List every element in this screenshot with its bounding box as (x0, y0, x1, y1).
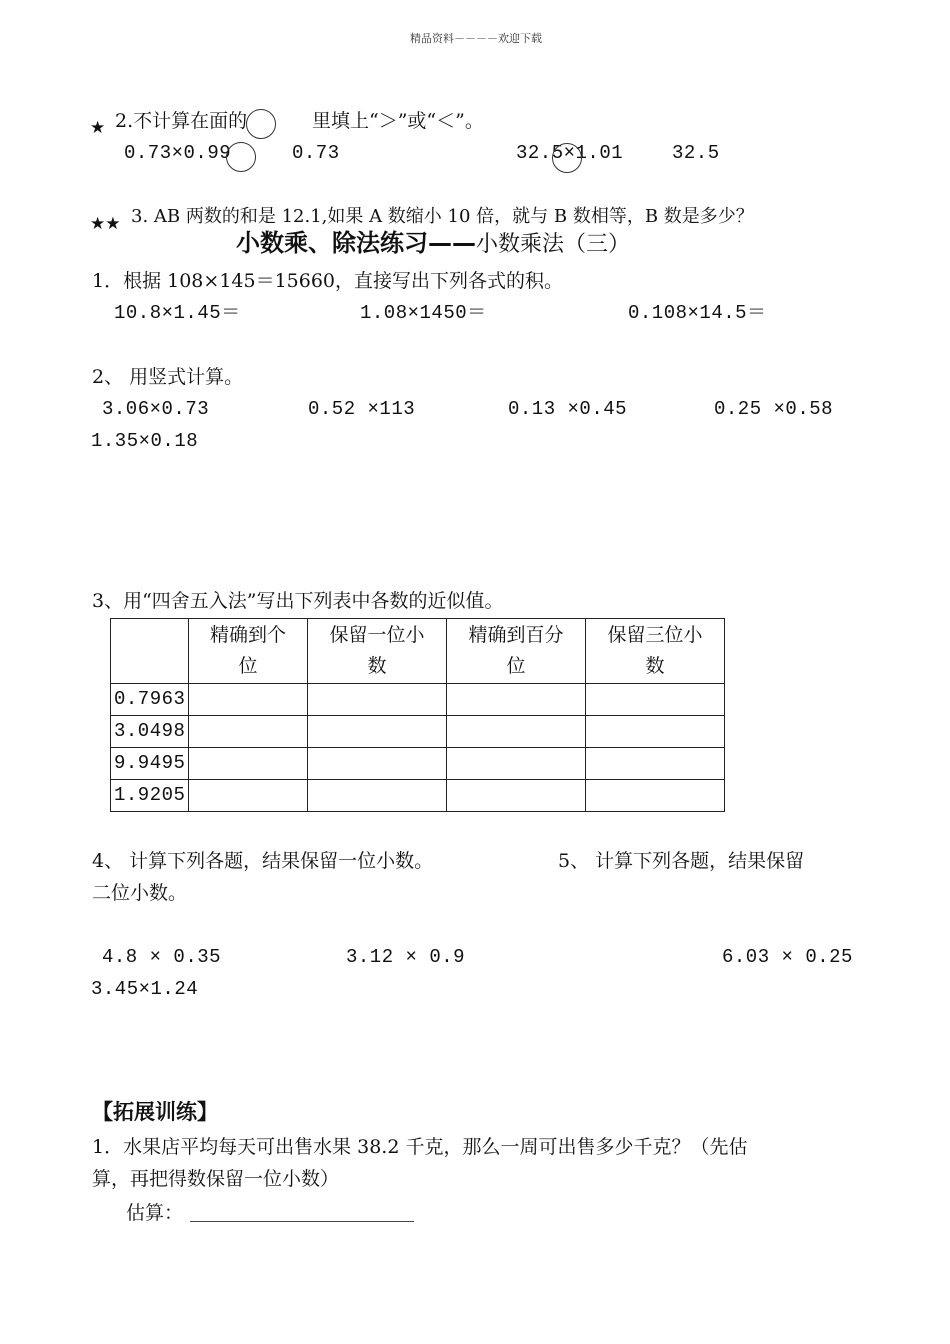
answer-cell[interactable] (189, 684, 308, 716)
p5-text: 5、 计算下列各题，结果保留 (558, 850, 805, 872)
q2-right-expr: 32.5×1.01 (516, 142, 624, 164)
table-row (111, 716, 725, 748)
answer-cell[interactable] (189, 780, 308, 812)
table-row (111, 780, 725, 812)
p2-item-1: 3.06×0.73 (102, 398, 210, 420)
p1-item-3: 0.108×14.5＝ (628, 302, 767, 324)
p2-item-2: 0.52 ×113 (308, 398, 416, 420)
answer-cell[interactable] (308, 684, 447, 716)
title-bold: 小数乘、除法练习—— (236, 229, 476, 257)
answer-cell[interactable] (447, 684, 586, 716)
double-star-icon: ★★ (90, 214, 121, 234)
table-row (111, 748, 725, 780)
approximation-table (110, 618, 725, 812)
p2-item-3: 0.13 ×0.45 (508, 398, 628, 420)
page-header: 精品资料－－－－欢迎下载 (410, 32, 542, 45)
ext-line-1: 1．水果店平均每天可出售水果 38.2 千克，那么一周可出售多少千克？（先估 (92, 1136, 748, 1158)
table-header-cell: 保留三位小 数 (586, 619, 725, 684)
q2-right-value: 32.5 (672, 142, 720, 164)
answer-cell[interactable] (189, 748, 308, 780)
q2-text-before: 2.不计算在面的 (115, 110, 248, 132)
answer-cell[interactable] (308, 748, 447, 780)
p1-item-1: 10.8×1.45＝ (114, 302, 241, 324)
p3-text: 3、用“四舍五入法”写出下列表中各数的近似值。 (92, 590, 504, 612)
estimate-label: 估算： (126, 1202, 184, 1224)
answer-cell[interactable] (308, 780, 447, 812)
table-row-label: 3.0498 (111, 716, 189, 748)
p45-item-4: 3.45×1.24 (91, 978, 199, 1000)
answer-cell[interactable] (189, 716, 308, 748)
estimate-answer-line[interactable] (190, 1197, 414, 1222)
table-corner-cell (111, 619, 189, 684)
p4-text: 4、 计算下列各题，结果保留一位小数。 (92, 850, 434, 872)
ext-line-2: 算，再把得数保留一位小数） (92, 1168, 340, 1190)
table-row-label: 9.9495 (111, 748, 189, 780)
compare-circle-1[interactable] (246, 109, 276, 139)
p1-text: 1．根据 108×145＝15660，直接写出下列各式的积。 (92, 270, 564, 292)
answer-cell[interactable] (308, 716, 447, 748)
compare-circle-2[interactable] (226, 142, 256, 172)
p2-text: 2、 用竖式计算。 (92, 366, 244, 388)
table-header-cell: 精确到个 位 (189, 619, 308, 684)
p1-item-2: 1.08×1450＝ (360, 302, 487, 324)
q2-left-expr: 0.73×0.99 (124, 142, 232, 164)
answer-cell[interactable] (447, 748, 586, 780)
extension-heading: 【拓展训练】 (92, 1100, 218, 1124)
p5-text-cont: 二位小数。 (92, 882, 188, 904)
answer-cell[interactable] (447, 716, 586, 748)
q2-left-value: 0.73 (292, 142, 340, 164)
answer-cell[interactable] (586, 716, 725, 748)
star-icon: ★ (90, 118, 106, 138)
answer-cell[interactable] (447, 780, 586, 812)
p2-item-5: 1.35×0.18 (91, 430, 199, 452)
p45-item-2: 3.12 × 0.9 (346, 946, 466, 968)
compare-circle-3[interactable] (552, 143, 582, 173)
table-header-cell: 精确到百分 位 (447, 619, 586, 684)
table-header-cell: 保留一位小 数 (308, 619, 447, 684)
q3-text: 3. AB 两数的和是 12.1,如果 A 数缩小 10 倍，就与 B 数相等，B 数是多少？ (131, 206, 754, 227)
answer-cell[interactable] (586, 748, 725, 780)
table-row (111, 684, 725, 716)
p2-item-4: 0.25 ×0.58 (714, 398, 834, 420)
p45-item-1: 4.8 × 0.35 (102, 946, 222, 968)
p45-item-3: 6.03 × 0.25 (722, 946, 853, 968)
answer-cell[interactable] (586, 684, 725, 716)
table-row-label: 1.9205 (111, 780, 189, 812)
title-light: 小数乘法（三） (476, 232, 631, 257)
q2-text-after: 里填上“＞”或“＜”。 (312, 110, 484, 132)
table-header-row (111, 619, 725, 684)
table-row-label: 0.7963 (111, 684, 189, 716)
answer-cell[interactable] (586, 780, 725, 812)
page-title (236, 229, 630, 258)
